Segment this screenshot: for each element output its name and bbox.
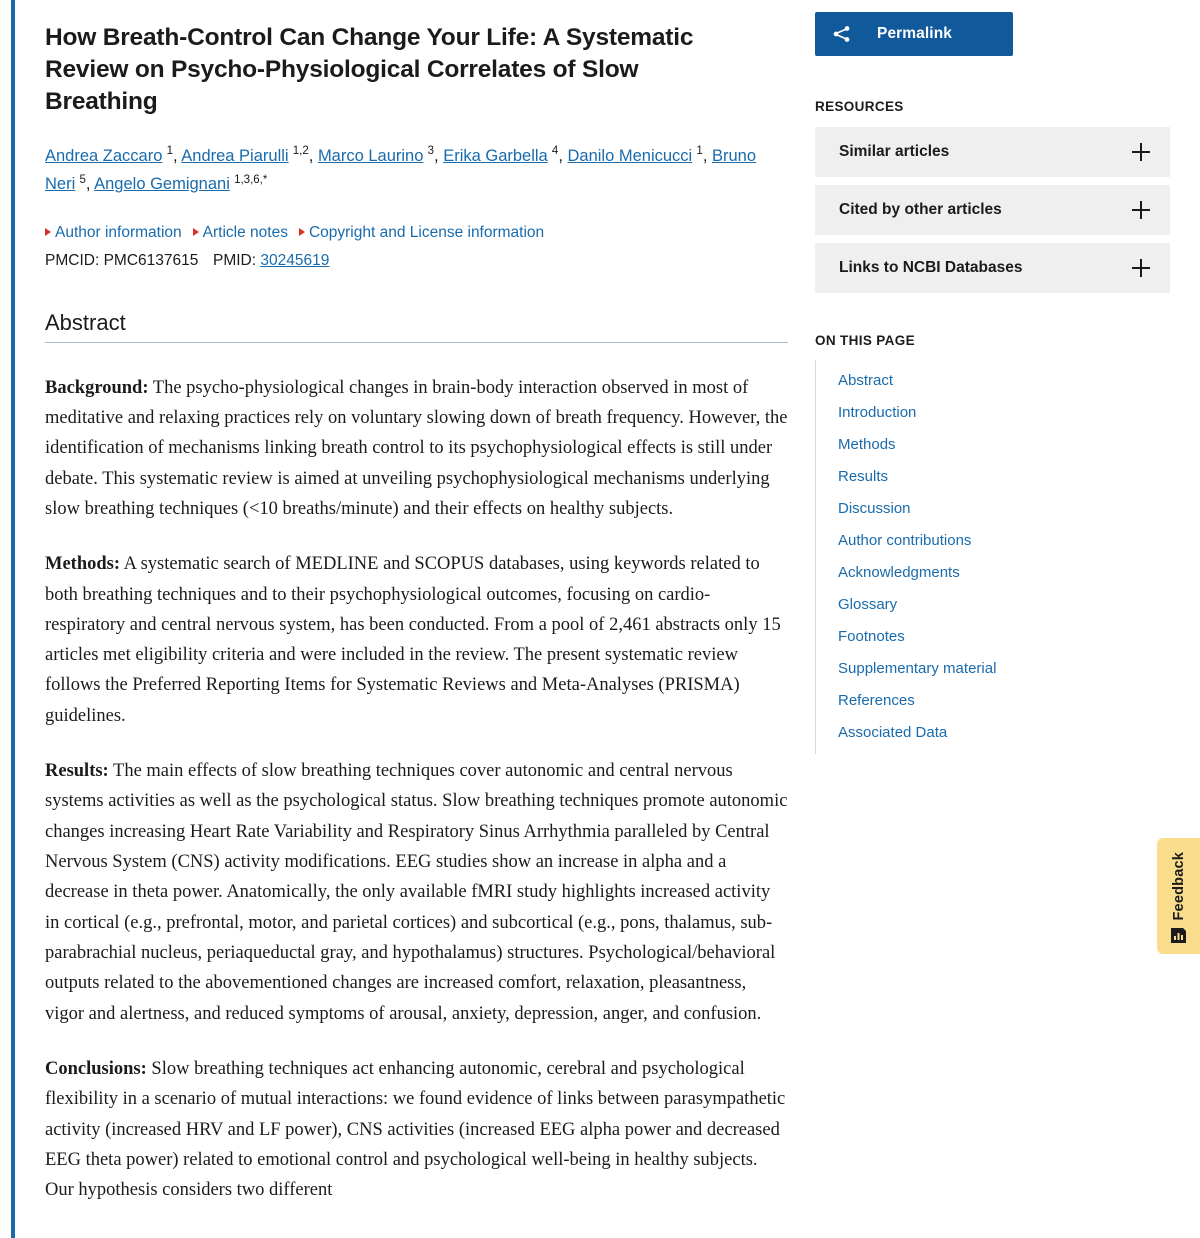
author-list xyxy=(45,142,788,200)
on-this-page-link[interactable]: Methods xyxy=(838,436,896,453)
abstract-heading-rule xyxy=(45,342,788,343)
on-this-page-link[interactable]: References xyxy=(838,692,915,709)
author-separator: , xyxy=(434,146,444,165)
abstract-paragraph xyxy=(45,549,788,731)
abstract-paragraph-lead: Conclusions: xyxy=(45,1059,147,1080)
author-separator: , xyxy=(308,146,318,165)
on-this-page-nav xyxy=(815,360,1170,754)
author-affiliation-marker: 1,3,6,* xyxy=(230,173,268,186)
abstract-paragraph-text: The main effects of slow breathing techniques cover autonomic and central nervous systems activities as well as the psychological status. Slow breathing techniques promote autonomic changes increasing Heart Rate Variability and Respiratory Sinus Arrhythmia paralleled by Central Nervous System (CNS) activity modifications. EEG studies show an increase in alpha and a decrease in theta power. Anatomically, the only available fMRI study highlights increased activity in cortical (e.g., prefrontal, motor, and parietal cortices) and subcortical (e.g., pons, thalamus, sub-parabrachial nucleus, periaqueductal gray, and hypothalamus) structures. Psychological/behavioral outputs related to the abovementioned changes are increased comfort, relaxation, pleasantness, vigor and alertness, and reduced symptoms of arousal, anxiety, depression, anger, and confusion. xyxy=(45,761,788,1024)
share-icon xyxy=(831,23,853,45)
abstract-paragraph xyxy=(45,756,788,1029)
abstract-paragraph xyxy=(45,1054,788,1206)
on-this-page-link[interactable]: Discussion xyxy=(838,500,911,517)
article-meta-toggles xyxy=(45,221,788,244)
meta-toggle-label: Copyright and License information xyxy=(308,224,545,242)
permalink-button[interactable] xyxy=(815,12,1013,56)
resources-accordion-label: Similar articles xyxy=(839,143,950,160)
on-this-page-link[interactable]: Footnotes xyxy=(838,628,905,645)
abstract-paragraph xyxy=(45,373,788,525)
page-title: How Breath-Control Can Change Your Life: A Systematic Review on Psycho-Physiological Correlates of Slow Breathing xyxy=(45,24,694,115)
meta-toggle[interactable] xyxy=(299,224,544,241)
survey-chart-icon xyxy=(1170,927,1187,944)
resources-accordion xyxy=(815,127,1170,293)
on-this-page-link[interactable]: Introduction xyxy=(838,404,917,421)
triangle-right-icon xyxy=(45,228,51,236)
on-this-page-link[interactable]: Abstract xyxy=(838,372,894,389)
author-affiliation-marker: 1,2 xyxy=(289,145,309,158)
plus-icon[interactable] xyxy=(1132,201,1150,219)
on-this-page-link[interactable]: Glossary xyxy=(838,596,898,613)
author-affiliation-marker: 1 xyxy=(693,145,703,158)
author-affiliation-marker: 5 xyxy=(76,173,86,186)
author-link[interactable]: Bruno Neri xyxy=(45,146,757,194)
pmcid-value: PMC6137615 xyxy=(103,251,199,269)
abstract-paragraph-text: A systematic search of MEDLINE and SCOPUS databases, using keywords related to both breathing techniques and to their psychophysiological outcomes, focusing on cardio-respiratory and central nervous system, has been conducted. From a pool of 2,461 abstracts only 15 articles met eligibility criteria and were included in the review. The present systematic review follows the Preferred Reporting Items for Systematic Reviews and Meta-Analyses (PRISMA) guidelines. xyxy=(45,554,781,726)
author-link[interactable]: Marco Laurino xyxy=(317,146,424,165)
on-this-page-heading: ON THIS PAGE xyxy=(815,333,915,348)
abstract-heading: Abstract xyxy=(45,309,126,335)
triangle-right-icon xyxy=(299,228,305,236)
pmcid-label: PMCID: xyxy=(45,251,100,269)
on-this-page-link[interactable]: Associated Data xyxy=(838,724,948,741)
abstract-paragraph-lead: Methods: xyxy=(45,554,121,575)
meta-toggle-label: Article notes xyxy=(202,224,288,242)
author-affiliation-marker: 4 xyxy=(548,145,559,158)
author-separator: , xyxy=(558,146,568,165)
author-affiliation-marker: 3 xyxy=(424,145,435,158)
on-this-page-link[interactable]: Acknowledgments xyxy=(838,564,960,581)
on-this-page-link[interactable]: Results xyxy=(838,468,889,485)
resources-heading: RESOURCES xyxy=(815,99,904,114)
on-this-page-link[interactable]: Supplementary material xyxy=(838,660,997,677)
author-separator: , xyxy=(85,175,95,194)
resources-accordion-row[interactable] xyxy=(815,127,1170,177)
triangle-right-icon xyxy=(193,228,199,236)
author-separator: , xyxy=(173,146,182,165)
pmid-link[interactable]: 30245619 xyxy=(260,251,330,269)
pmid-label: PMID: xyxy=(212,251,257,269)
author-link[interactable]: Angelo Gemignani xyxy=(94,175,230,194)
resources-accordion-label: Cited by other articles xyxy=(839,201,1002,218)
meta-toggle[interactable] xyxy=(45,224,182,241)
meta-toggle-label: Author information xyxy=(55,224,182,242)
abstract-body xyxy=(45,373,788,1206)
author-link[interactable]: Andrea Zaccaro xyxy=(45,146,163,165)
author-link[interactable]: Danilo Menicucci xyxy=(567,146,693,165)
sidebar-column xyxy=(810,0,1200,754)
author-separator: , xyxy=(702,146,712,165)
author-link[interactable]: Erika Garbella xyxy=(443,146,548,165)
plus-icon[interactable] xyxy=(1132,143,1150,161)
feedback-tab[interactable] xyxy=(1157,838,1200,954)
resources-accordion-row[interactable] xyxy=(815,243,1170,293)
abstract-paragraph-text: Slow breathing techniques act enhancing autonomic, cerebral and psychological flexibility in a scenario of mutual interactions: we found evidence of links between parasympathetic activity (increased HRV and LF power), CNS activities (increased EEG alpha power and decreased EEG theta power) related to emotional control and psychological well-being in healthy subjects. Our hypothesis considers two different xyxy=(45,1059,786,1201)
feedback-label: Feedback xyxy=(1170,852,1187,921)
resources-accordion-row[interactable] xyxy=(815,185,1170,235)
plus-icon[interactable] xyxy=(1132,259,1150,277)
permalink-label: Permalink xyxy=(877,25,952,42)
abstract-paragraph-lead: Background: xyxy=(45,377,149,398)
author-link[interactable]: Andrea Piarulli xyxy=(181,146,289,165)
article-identifiers xyxy=(45,252,788,270)
abstract-paragraph-text: The psycho-physiological changes in brain-body interaction observed in most of meditative and relaxing practices rely on voluntary slowing down of breath frequency. However, the identification of mechanisms linking breath control to its psychophysiological effects is still under debate. This systematic review is aimed at unveiling psychophysiological mechanisms underlying slow breathing techniques (<10 breaths/minute) and their effects on healthy subjects. xyxy=(45,377,788,519)
on-this-page-link[interactable]: Author contributions xyxy=(838,532,972,549)
author-affiliation-marker: 1 xyxy=(163,145,173,158)
abstract-paragraph-lead: Results: xyxy=(45,761,109,782)
meta-toggle[interactable] xyxy=(193,224,288,241)
resources-accordion-label: Links to NCBI Databases xyxy=(839,259,1023,276)
